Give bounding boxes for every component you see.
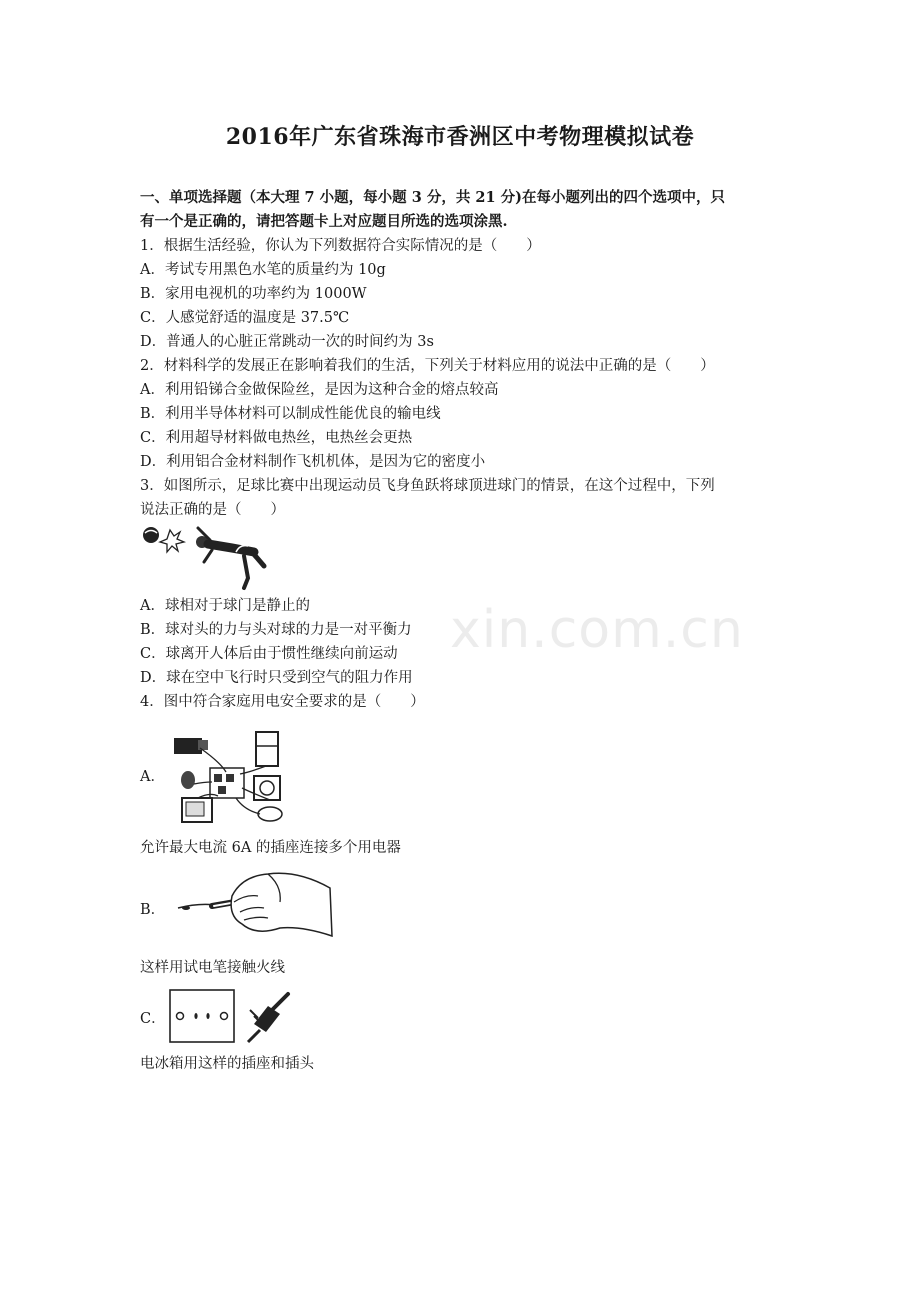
two-pin-socket-and-plug-figure <box>168 988 296 1044</box>
q3-option-a: A．球相对于球门是静止的 <box>140 598 310 614</box>
section-instruction-line-1: 一、单项选择题（本大理 7 小题，每小题 3 分，共 21 分)在每小题列出的四个选项中，只 <box>140 189 726 206</box>
page-title: 2016年广东省珠海市香洲区中考物理模拟试卷 <box>225 124 695 150</box>
q1-option-b: B．家用电视机的功率约为 1000W <box>140 286 367 302</box>
q4-option-c-caption: 电冰箱用这样的插座和插头 <box>140 1056 314 1072</box>
watermark: xin.com.cn <box>450 600 744 660</box>
q4-option-b-label: B． <box>140 902 166 918</box>
q1-option-d: D．普通人的心脏正常跳动一次的时间约为 3s <box>140 334 434 350</box>
football-header-figure <box>140 522 272 592</box>
q4-stem: 4．图中符合家庭用电安全要求的是（ ） <box>140 694 425 710</box>
section-instruction-line-2: 有一个是正确的，请把答题卡上对应题目所选的选项涂黑. <box>140 213 508 230</box>
q2-option-c: C．利用超导材料做电热丝，电热丝会更热 <box>140 430 413 446</box>
q3-option-b: B．球对头的力与头对球的力是一对平衡力 <box>140 622 412 638</box>
q4-option-c-label: C． <box>140 1011 166 1027</box>
q4-option-b-caption: 这样用试电笔接触火线 <box>140 960 285 976</box>
overloaded-socket-figure <box>170 722 292 826</box>
q3-stem-line-1: 3．如图所示，足球比赛中出现运动员飞身鱼跃将球顶进球门的情景，在这个过程中，下列 <box>140 478 715 494</box>
q1-stem: 1．根据生活经验，你认为下列数据符合实际情况的是（ ） <box>140 238 541 254</box>
q2-stem: 2．材料科学的发展正在影响着我们的生活，下列关于材料应用的说法中正确的是（ ） <box>140 358 715 374</box>
q3-option-d: D．球在空中飞行时只受到空气的阻力作用 <box>140 670 413 686</box>
q4-option-a-caption: 允许最大电流 6A 的插座连接多个用电器 <box>140 840 401 856</box>
q2-option-a: A．利用铅锑合金做保险丝，是因为这种合金的熔点较高 <box>140 382 499 398</box>
q1-option-a: A．考试专用黑色水笔的质量约为 10g <box>140 262 386 278</box>
q3-option-c: C．球离开人体后由于惯性继续向前运动 <box>140 646 398 662</box>
q3-stem-line-2: 说法正确的是（ ） <box>140 502 285 518</box>
q4-option-a-label: A． <box>140 769 165 785</box>
q1-option-c: C．人感觉舒适的温度是 37.5℃ <box>140 310 350 326</box>
q2-option-b: B．利用半导体材料可以制成性能优良的输电线 <box>140 406 441 422</box>
test-pen-figure <box>172 866 334 946</box>
q2-option-d: D．利用铝合金材料制作飞机机体，是因为它的密度小 <box>140 454 486 470</box>
